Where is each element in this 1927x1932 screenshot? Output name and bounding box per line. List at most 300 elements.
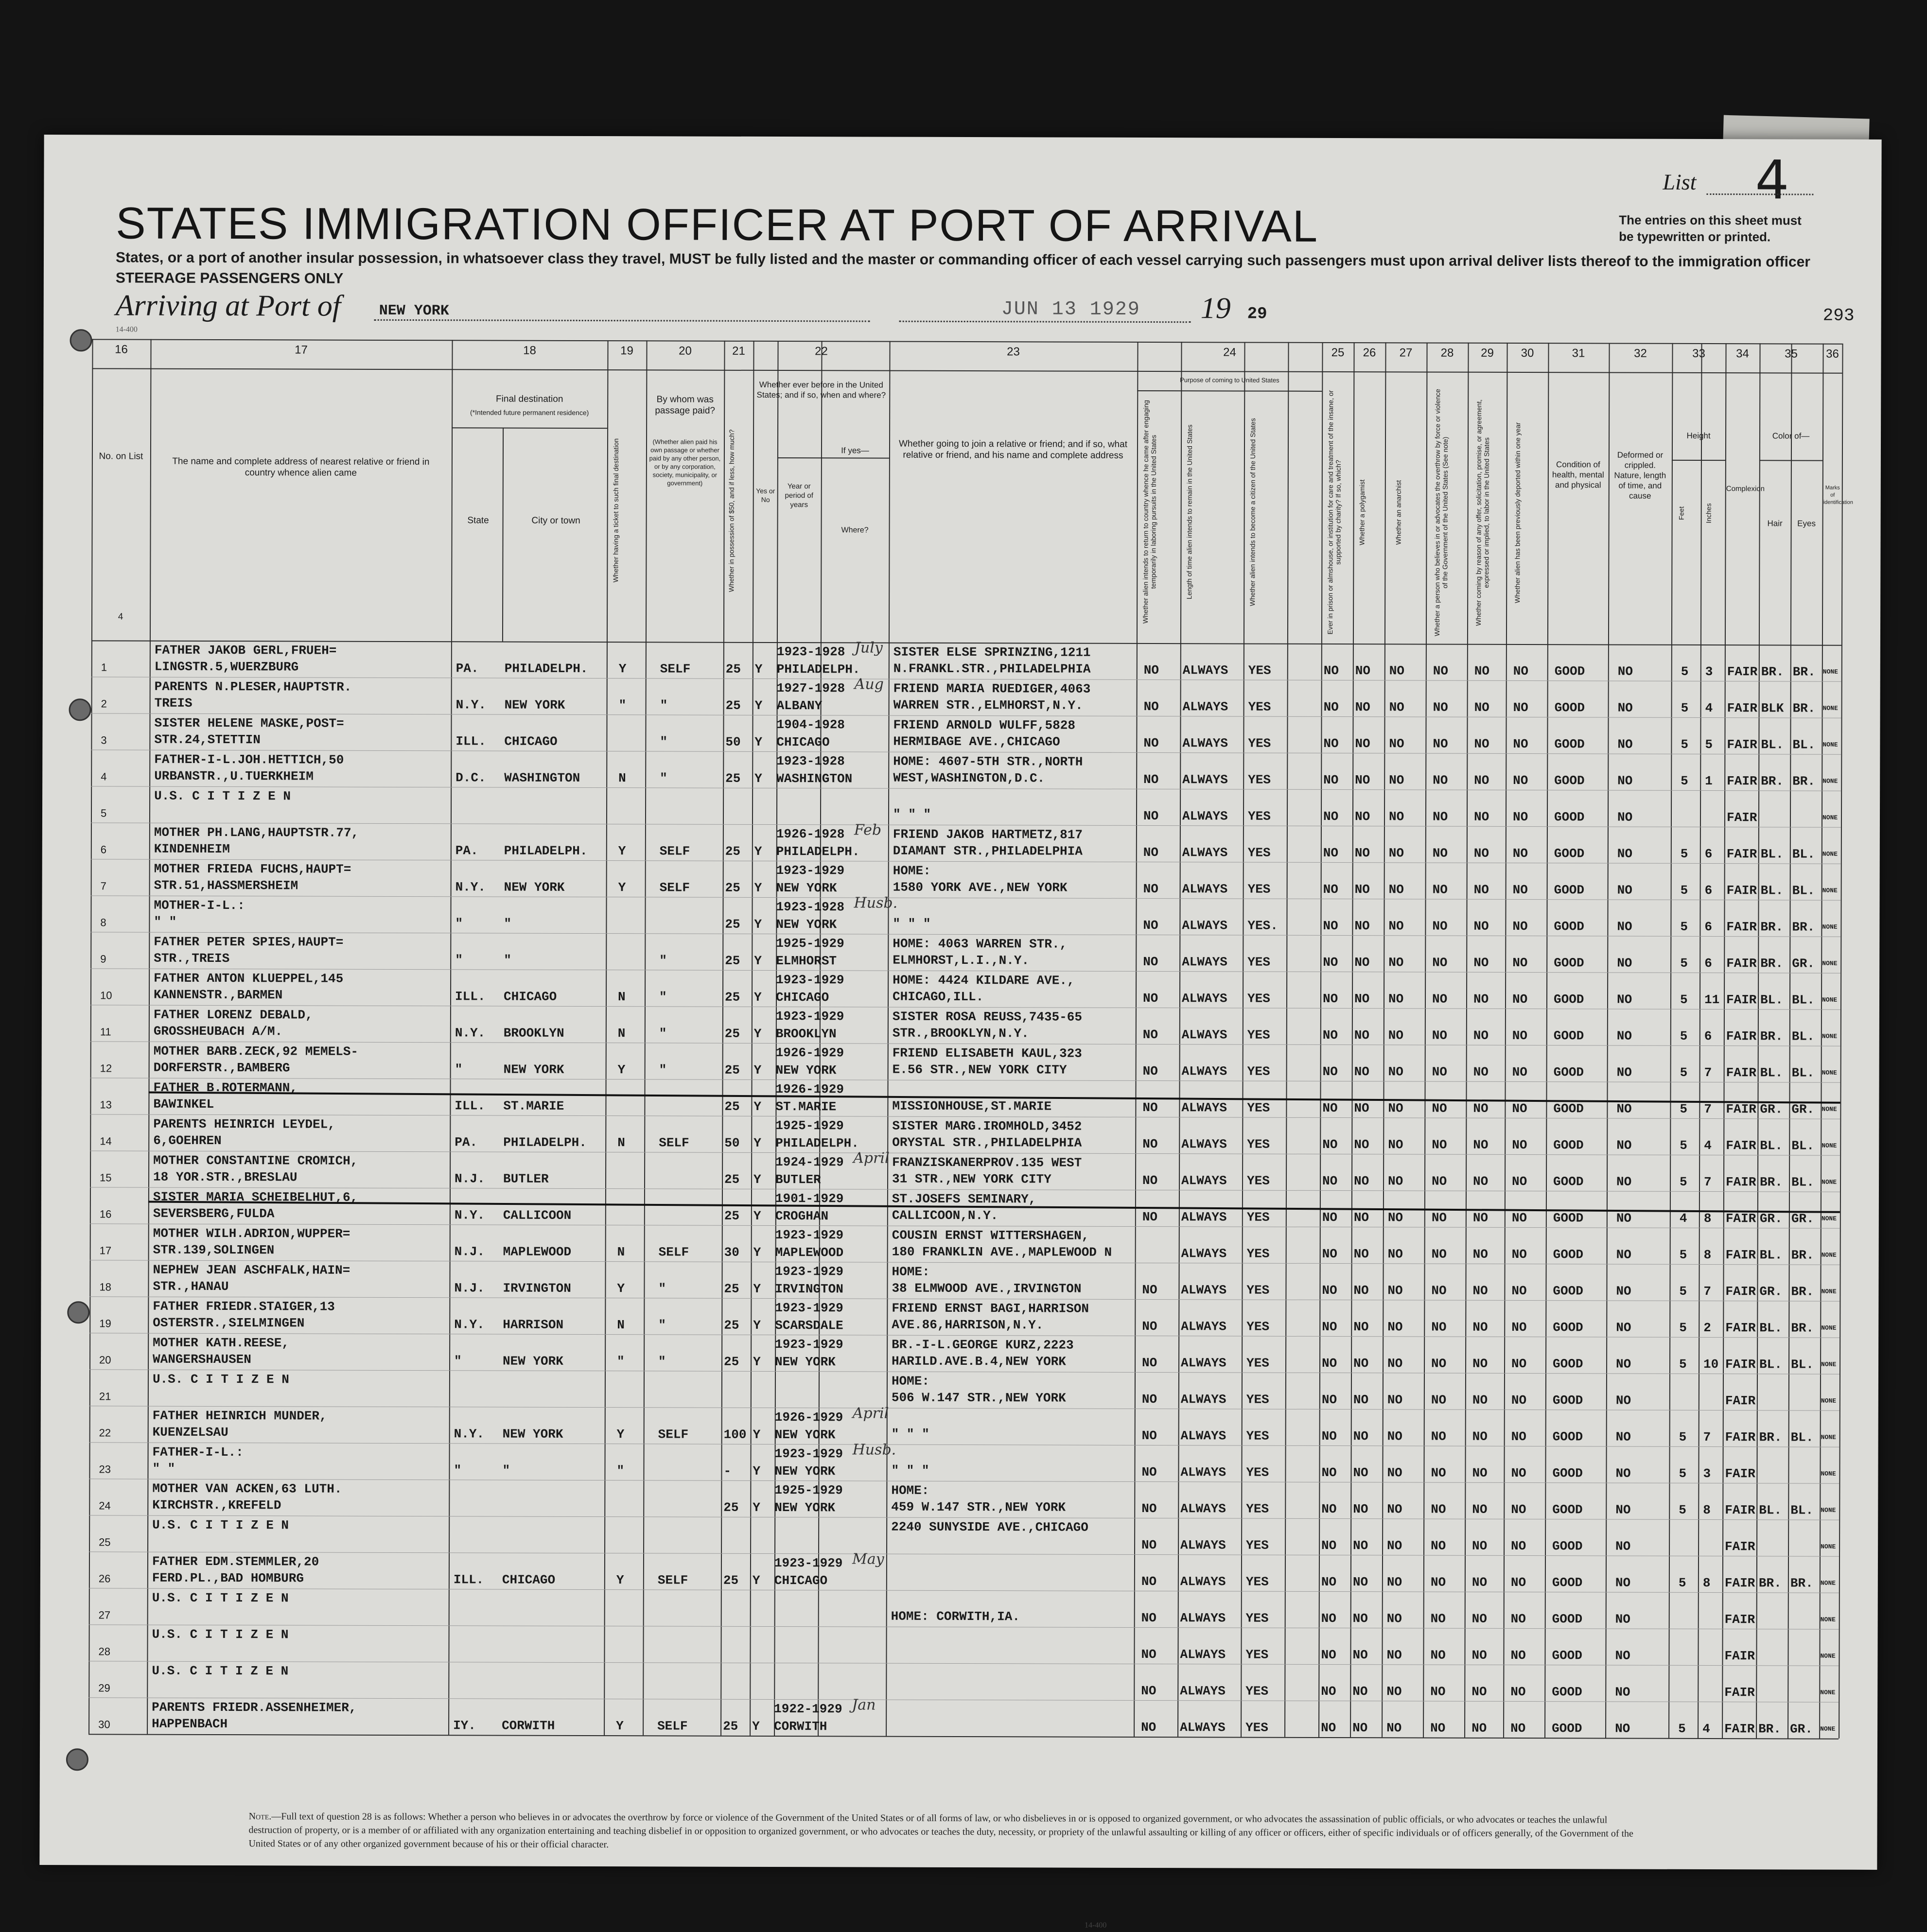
row-deformed: NO [1615,1575,1631,1590]
column-rule [1423,343,1428,1738]
row-eyes: GR. [1792,956,1815,971]
row-marks: NONE [1822,741,1838,748]
row-anarchist: NO [1387,1283,1403,1298]
row-relative-line-1: FATHER HEINRICH MUNDER, [152,1408,327,1424]
row-purpose-length: ALWAYS [1181,1283,1227,1298]
row-q29: NO [1472,1320,1488,1335]
row-purpose-return: NO [1142,1209,1158,1225]
row-money: 25 [725,880,740,895]
row-state: N.Y. [455,1026,486,1041]
page-title: STATES IMMIGRATION OFFICER AT PORT OF ARRIVAL [116,198,1319,251]
row-state: N.Y. [455,697,487,713]
row-number: 1 [101,661,107,674]
row-height-inches: 6 [1704,1029,1712,1044]
row-eyes: BL. [1791,1175,1814,1190]
row-relative-line-2: " " [152,1461,175,1476]
row-q30: NO [1510,1611,1526,1627]
row-eyes: GR. [1791,1102,1815,1117]
row-q30: NO [1512,1137,1527,1153]
row-number: 13 [100,1098,112,1111]
row-city: NEW YORK [504,880,565,895]
row-prison: NO [1321,1428,1337,1444]
row-marks: NONE [1820,1688,1836,1696]
row-q29: NO [1472,1502,1488,1517]
row-q30: NO [1510,1648,1526,1663]
row-number: 12 [100,1062,112,1075]
row-polygamist: NO [1354,809,1370,824]
header-q30: Whether alien has been previously deported within one year [1513,422,1522,604]
row-relative-line-1: MOTHER CONSTANTINE CROMICH, [153,1153,358,1168]
row-deformed: NO [1616,1028,1632,1044]
row-purpose-citizen: YES [1245,1684,1269,1699]
row-purpose-citizen: YES [1247,809,1271,824]
row-deformed: NO [1616,1247,1631,1262]
row-anarchist: NO [1389,700,1404,715]
list-label: List [1663,169,1697,194]
column-rule [1839,344,1843,1739]
row-complexion: FAIR [1725,1539,1755,1554]
row-q28: NO [1431,1247,1447,1262]
row-prison: NO [1322,1137,1338,1152]
header-color-of: Color of— [1772,431,1810,441]
row-city: " [502,1463,510,1478]
row-polygamist: NO [1355,663,1371,679]
row-ticket: Y [618,661,627,677]
row-before-yes-no: Y [753,1281,761,1296]
row-deformed: NO [1617,664,1633,679]
row-money: 25 [725,844,741,859]
row-before-where: NEW YORK [776,917,837,932]
row-before-years: 1923-1929 [775,1228,844,1243]
row-relative-line-2: 6,GOEHREN [153,1133,222,1149]
row-passage-paid: " [660,734,668,749]
header-where: Where? [841,526,869,535]
row-height-feet: 5 [1680,1028,1688,1044]
header-year-period: Year or period of years [785,482,813,509]
row-hair: GR. [1759,1211,1783,1226]
footnote-form-code: 14-400 [1085,1921,1107,1930]
column-number: 22 [815,345,828,358]
row-q29: NO [1474,773,1489,788]
header-eyes: Eyes [1797,519,1816,528]
row-purpose-return: NO [1143,735,1159,751]
row-city: NEW YORK [503,1354,563,1369]
row-state: N.Y. [454,1208,485,1223]
row-health: GOOD [1553,1028,1584,1044]
column-number: 23 [1007,345,1020,359]
row-number: 16 [99,1208,112,1220]
row-complexion: FAIR [1725,1503,1755,1518]
row-relative-line-1: U.S. C I T I Z E N [154,788,291,804]
row-passage-paid: " [658,1318,666,1333]
row-ticket: N [617,1026,626,1041]
row-join-line-2: WARREN STR.,ELMHORST,N.Y. [893,697,1083,713]
row-eyes: BR. [1790,1576,1813,1591]
row-q29: NO [1473,919,1489,934]
row-city: PHILADELPH. [503,1135,587,1150]
row-complexion: FAIR [1725,1466,1755,1481]
handwritten-annotation: April [853,1149,890,1167]
row-polygamist: NO [1353,1392,1369,1408]
row-height-feet: 5 [1680,883,1688,898]
row-hair: BR. [1760,1029,1783,1044]
row-before-yes-no: Y [753,1354,761,1369]
row-relative-line-1: FATHER LORENZ DEBALD, [153,1007,313,1023]
row-q30: NO [1513,773,1528,788]
row-join-line-2: STR.,BROOKLYN,N.Y. [892,1026,1029,1041]
row-purpose-length: ALWAYS [1182,809,1228,824]
header-subrule [777,457,889,459]
column-rule [1382,342,1386,1737]
row-before-where: CHICAGO [775,990,829,1005]
handwritten-annotation: Husb. [852,1441,896,1459]
row-height-feet: 5 [1681,664,1689,679]
row-deformed: NO [1617,700,1633,715]
row-relative-line-1: FATHER FRIEDR.STAIGER,13 [153,1299,335,1314]
column-rule [604,340,609,1735]
row-complexion: FAIR [1724,1722,1755,1737]
row-relative-line-1: PARENTS FRIEDR.ASSENHEIMER, [152,1700,357,1715]
row-number: 28 [98,1645,111,1658]
row-height-feet: 5 [1679,1429,1687,1445]
row-purpose-length: ALWAYS [1182,882,1228,897]
row-anarchist: NO [1387,1465,1402,1480]
header-final-destination: Final destination [496,394,563,404]
row-before-yes-no: Y [753,1135,761,1150]
column-number: 28 [1440,346,1454,360]
row-before-years: 1923-1929 [776,973,844,988]
row-height-inches: 6 [1704,920,1713,935]
row-purpose-length: ALWAYS [1180,1465,1226,1480]
row-polygamist: NO [1354,919,1370,934]
entries-note-line-2: be typewritten or printed. [1619,229,1771,244]
row-health: GOOD [1552,1575,1583,1590]
row-prison: NO [1323,736,1339,751]
row-join-line-2: ELMHORST,L.I.,N.Y. [893,953,1030,968]
row-q29: NO [1472,1465,1488,1480]
row-q29: NO [1473,882,1489,897]
header-q28: Whether a person who believes in or advocates the overthrow by force or violence of the Government of the United States (See note) [1433,389,1450,637]
row-money: 25 [724,990,740,1005]
row-health: GOOD [1553,1138,1584,1153]
row-marks: NONE [1822,668,1839,676]
column-number: 25 [1331,346,1345,360]
row-eyes: BR. [1792,920,1815,935]
row-marks: NONE [1821,1506,1836,1514]
row-height-feet: 5 [1679,1502,1686,1517]
row-before-yes-no: Y [754,917,762,932]
row-q28: NO [1432,882,1448,897]
row-before-where: NEW YORK [775,1355,836,1370]
row-health: GOOD [1554,773,1585,788]
row-before-yes-no: Y [754,734,763,749]
row-q30: NO [1511,1538,1526,1554]
row-before-where: MAPLEWOOD [775,1245,844,1260]
row-complexion: FAIR [1726,1029,1757,1044]
row-health: GOOD [1554,664,1585,679]
row-height-inches: 4 [1704,1138,1712,1153]
row-deformed: NO [1615,1648,1630,1663]
row-hair: BR. [1758,1722,1781,1737]
column-number: 21 [732,344,745,358]
row-deformed: NO [1615,1539,1631,1554]
row-number: 23 [99,1463,111,1476]
row-join-line-2: 1580 YORK AVE.,NEW YORK [893,880,1068,895]
header-passage-note: (Whether alien paid his own passage or whether paid by any other person, or by any corporation, society, municipality, or government) [649,438,721,487]
row-eyes: BL. [1791,1029,1815,1044]
binding-hole [70,329,92,351]
row-marks: NONE [1822,1178,1837,1186]
row-purpose-return: NO [1142,991,1158,1006]
row-before-yes-no: Y [753,1172,761,1187]
row-marks: NONE [1821,1360,1837,1368]
row-deformed: NO [1615,1685,1630,1700]
row-ticket: Y [617,1281,625,1296]
row-before-years: 1926-1929 [775,1045,844,1061]
row-hair: BL. [1760,1065,1783,1080]
row-number: 17 [99,1244,112,1257]
row-join-line-2: " " " [893,807,931,822]
row-purpose-length: ALWAYS [1180,1684,1226,1699]
row-before-where: NEW YORK [774,1464,836,1479]
row-passage-paid: " [658,1354,666,1369]
row-q28: NO [1431,1356,1447,1371]
row-prison: NO [1321,1538,1337,1553]
row-height-inches: 10 [1703,1357,1719,1372]
row-height-inches: 6 [1704,956,1712,971]
row-marks: NONE [1821,1433,1836,1441]
row-join-line-1: BR.-I-L.GEORGE KURZ,2223 [892,1337,1074,1353]
row-deformed: NO [1615,1612,1630,1627]
row-relative-line-1: PARENTS N.PLESER,HAUPTSTR. [154,679,352,695]
header-before-us: Whether ever before in the United States; and if so, when and where? [756,380,886,400]
row-polygamist: NO [1354,1064,1369,1079]
row-purpose-length: ALWAYS [1180,1574,1226,1589]
row-prison: NO [1323,699,1339,715]
row-relative-line-2: SEVERSBERG,FULDA [153,1206,275,1221]
row-join-line-2: " " " [891,1463,929,1478]
handwritten-annotation: July [854,639,883,657]
row-purpose-length: ALWAYS [1180,1392,1226,1407]
row-state: N.Y. [454,1427,485,1442]
row-height-feet: 5 [1681,700,1689,715]
row-before-where: BROOKLYN [775,1027,837,1042]
row-anarchist: NO [1388,1028,1404,1043]
row-join-line-2: WEST,WASHINGTON,D.C. [893,770,1045,786]
row-marks: NONE [1821,1543,1836,1550]
row-before-years: 1925-1929 [774,1483,843,1498]
row-relative-line-1: U.S. C I T I Z E N [152,1372,289,1387]
row-number: 5 [100,807,107,819]
row-q28: NO [1432,955,1448,970]
row-prison: NO [1321,1465,1337,1480]
row-before-where: ALBANY [776,698,823,714]
row-health: GOOD [1552,1429,1583,1445]
header-purpose-citizen: Whether alien intends to become a citizen of the United States [1248,418,1257,606]
row-ticket: N [617,1318,625,1333]
column-number: 18 [523,344,536,357]
row-passage-paid: SELF [659,880,690,895]
row-relative-line-1: PARENTS HEINRICH LEYDEL, [153,1116,335,1132]
row-health: GOOD [1554,846,1585,861]
row-height-inches: 3 [1703,1466,1711,1481]
row-ticket: Y [616,1573,624,1588]
row-purpose-citizen: YES [1245,1574,1269,1589]
row-relative-line-1: MOTHER FRIEDA FUCHS,HAUPT= [154,861,351,877]
row-eyes: BL. [1791,1065,1815,1080]
row-anarchist: NO [1388,992,1404,1007]
row-money: 25 [724,1208,740,1223]
row-city: " [504,953,511,968]
row-number: 11 [100,1026,111,1038]
row-before-yes-no: Y [753,1026,762,1041]
row-number: 14 [100,1135,112,1148]
row-purpose-return: NO [1141,1428,1157,1444]
row-q30: NO [1512,919,1528,934]
row-purpose-citizen: YES [1247,1027,1270,1043]
row-q28: NO [1430,1611,1446,1626]
row-before-where: BUTLER [775,1172,821,1187]
row-height-feet: 5 [1681,737,1689,752]
row-q29: NO [1472,1684,1487,1699]
row-prison: NO [1322,1027,1338,1043]
row-purpose-citizen: YES [1246,1392,1269,1407]
row-complexion: FAIR [1725,1248,1756,1263]
row-before-years: 1923-1929 [776,863,845,878]
column-number: 29 [1481,346,1494,360]
row-purpose-return: NO [1141,1683,1156,1699]
row-height-feet: 5 [1678,1721,1686,1736]
row-money: 50 [724,1135,740,1150]
column-rule [1241,342,1245,1737]
row-marks: NONE [1822,1032,1838,1040]
row-relative-line-1: NEPHEW JEAN ASCHFALK,HAIN= [153,1262,350,1278]
row-purpose-return: NO [1141,1464,1157,1480]
row-complexion: FAIR [1726,847,1757,862]
header-feet: Feet [1677,506,1685,520]
row-state: N.Y. [454,1317,485,1332]
column-number: 36 [1826,347,1839,361]
row-q28: NO [1432,1064,1447,1079]
row-relative-line-1: SISTER HELENE MASKE,POST= [154,715,344,731]
row-relative-line-1: MOTHER BARB.ZECK,92 MEMELS- [153,1044,359,1059]
row-state: ILL. [455,734,486,749]
row-eyes: BL. [1792,883,1815,898]
row-relative-line-2: STR.,TREIS [154,951,230,966]
row-ticket: Y [618,880,626,895]
row-height-inches: 7 [1703,1430,1711,1445]
row-height-inches: 8 [1703,1248,1712,1263]
row-prison: NO [1321,1392,1337,1408]
row-relative-line-2: 18 YOR.STR.,BRESLAU [153,1169,298,1185]
row-passage-paid: " [658,1281,666,1296]
row-complexion: FAIR [1727,774,1757,789]
row-before-where: NEW YORK [774,1427,836,1443]
row-complexion: FAIR [1726,1065,1757,1080]
header-final-destination-note: (*Intended future permanent residence) [470,408,589,417]
row-q28: NO [1432,992,1448,1007]
row-purpose-length: ALWAYS [1181,1027,1227,1043]
header-subrule [1137,390,1322,392]
row-complexion: FAIR [1727,737,1757,752]
row-q28: NO [1432,919,1448,934]
row-q29: NO [1473,1064,1489,1079]
row-relative-line-2: BAWINKEL [153,1097,214,1112]
row-relative-line-1: U.S. C I T I Z E N [152,1517,289,1533]
row-purpose-citizen: YES [1246,1210,1270,1225]
header-height: Height [1686,431,1711,441]
row-join-line-2: 180 FRANKLIN AVE.,MAPLEWOOD N [892,1244,1112,1260]
row-eyes: BL. [1792,737,1816,752]
row-polygamist: NO [1353,1283,1369,1298]
row-number: 19 [99,1317,111,1330]
column-rule [643,340,648,1735]
column-number: 26 [1363,346,1376,360]
row-join-line-2: 31 STR.,NEW YORK CITY [892,1171,1051,1187]
column-rule [1134,342,1139,1737]
row-height-feet: 5 [1680,1065,1688,1080]
row-q29: NO [1472,1611,1487,1626]
row-complexion: FAIR [1726,956,1757,971]
row-hair: BR. [1759,1175,1783,1190]
row-relative-line-2: KIRCHSTR.,KREFELD [152,1497,281,1513]
row-money: 25 [724,1099,740,1114]
row-height-feet: 5 [1679,1320,1687,1335]
row-marks: NONE [1822,704,1838,712]
row-anarchist: NO [1389,736,1404,751]
row-relative-line-1: FATHER B.ROTERMANN, [153,1080,298,1096]
row-join-line-2: 459 W.147 STR.,NEW YORK [891,1499,1066,1515]
header-ticket: Whether having a ticket to such final destination [612,438,620,583]
row-health: GOOD [1552,1502,1583,1517]
row-purpose-return: NO [1142,1027,1158,1043]
row-health: GOOD [1553,1211,1584,1226]
row-height-inches: 4 [1702,1722,1710,1737]
row-polygamist: NO [1354,1137,1369,1152]
row-city: MAPLEWOOD [503,1244,572,1259]
row-state: ILL. [455,1098,485,1114]
row-health: GOOD [1552,1721,1582,1736]
row-passage-paid: " [659,990,667,1005]
row-number: 27 [98,1609,111,1621]
row-passage-paid: " [659,953,667,968]
row-ticket: N [617,990,626,1005]
header-purpose-length: Length of time alien intends to remain in the United States [1185,424,1194,600]
row-city: CHICAGO [502,1572,556,1587]
row-passage-paid: SELF [657,1719,688,1734]
row-polygamist: NO [1352,1575,1368,1590]
row-before-years: 1926-1929 [775,1082,844,1097]
row-complexion: FAIR [1725,1430,1756,1445]
form-code: 14-400 [115,325,138,334]
row-city: CORWITH [502,1718,555,1733]
row-purpose-length: ALWAYS [1182,699,1228,714]
row-height-inches: 2 [1703,1321,1711,1336]
row-money: 25 [723,1573,739,1588]
row-complexion: FAIR [1726,992,1757,1008]
row-purpose-length: ALWAYS [1182,736,1228,751]
row-q30: NO [1511,1502,1526,1517]
row-prison: NO [1323,845,1339,861]
row-before-yes-no: Y [753,1500,760,1515]
row-state: N.J. [454,1281,485,1296]
row-polygamist: NO [1353,1247,1369,1262]
row-prison: NO [1321,1647,1336,1663]
row-health: GOOD [1553,1284,1583,1299]
row-complexion: FAIR [1724,1612,1755,1627]
column-rule [1698,343,1702,1738]
row-q29: NO [1472,1247,1488,1262]
